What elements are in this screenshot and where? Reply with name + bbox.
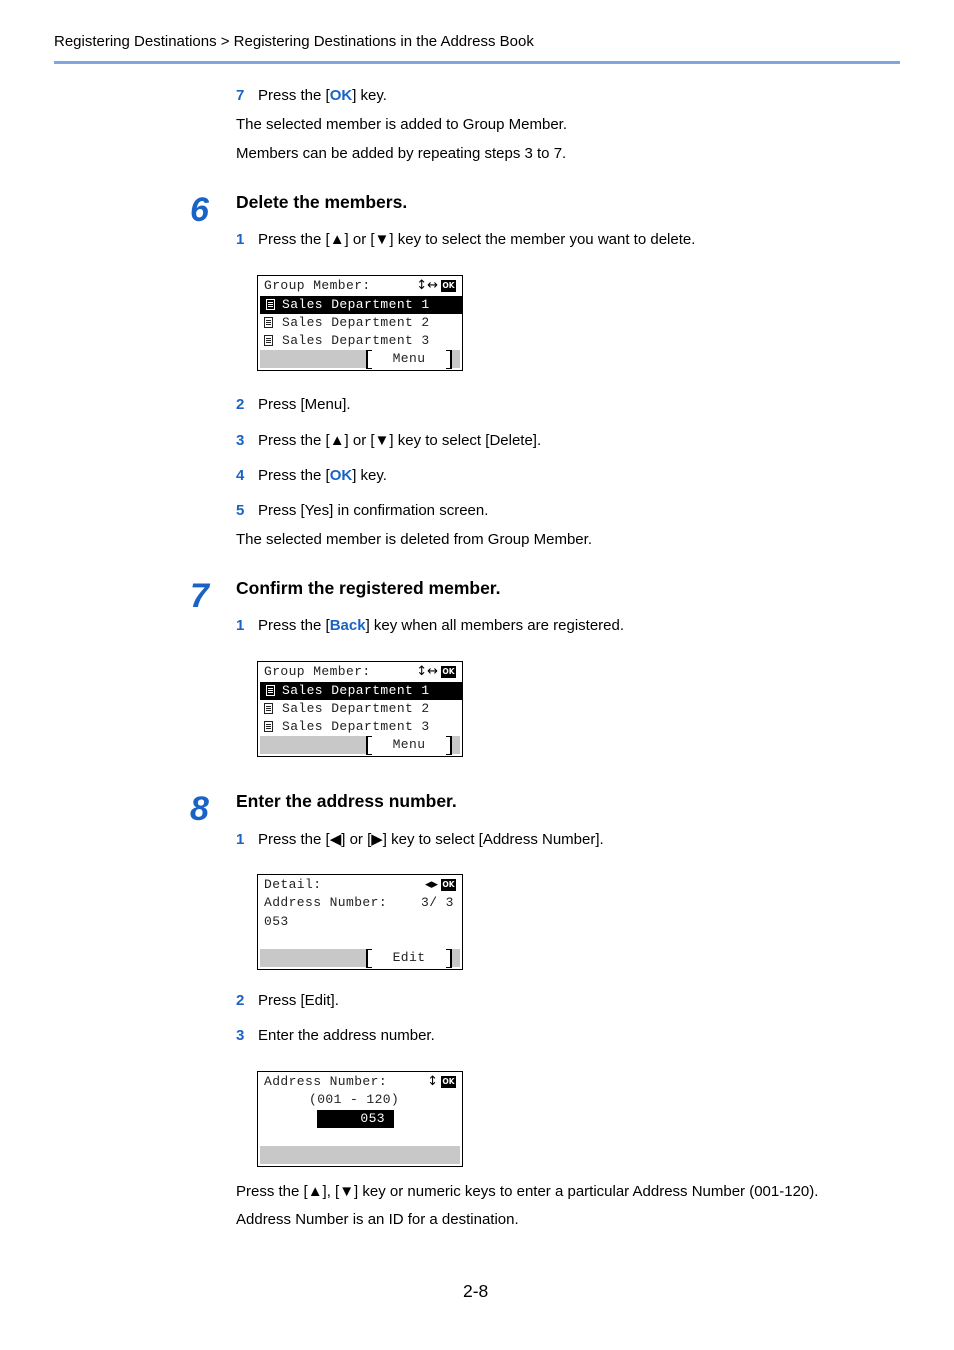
member-name: Sales Department 1: [282, 683, 430, 698]
section-6-number: 6: [190, 191, 209, 229]
menu-softkey[interactable]: Menu: [366, 736, 452, 754]
address-number-value: 053: [264, 914, 289, 929]
ok-badge-icon: OK: [442, 281, 455, 290]
step-number: 1: [236, 617, 245, 634]
intro-step-7: [236, 87, 387, 104]
section-6-step-4: [236, 467, 387, 484]
intro-line-2: Members can be added by repeating steps 3 to 7.: [236, 145, 567, 162]
section-7-heading: Confirm the registered member.: [236, 578, 501, 598]
lcd-screen-detail: [257, 874, 463, 970]
softkey-bar: [260, 1146, 460, 1164]
step-number: 2: [236, 992, 245, 1009]
step-number: 1: [236, 231, 245, 248]
step-number: 3: [236, 432, 245, 449]
member-name: Sales Department 3: [282, 333, 430, 348]
member-row[interactable]: [258, 332, 462, 350]
page-counter: 3/ 3: [421, 895, 454, 910]
member-row[interactable]: [260, 682, 462, 700]
section-6-step-5: [236, 502, 488, 519]
address-book-icon: [266, 685, 275, 696]
member-row[interactable]: [260, 296, 462, 314]
breadcrumb: Registering Destinations > Registering Destinations in the Address Book: [54, 33, 534, 50]
section-8-number: 8: [190, 790, 209, 828]
step-number: 1: [236, 831, 245, 848]
step-number: 5: [236, 502, 245, 519]
section-6-heading: Delete the members.: [236, 192, 408, 212]
section-6-step-3: [236, 432, 541, 449]
step-text-post: ] key when all members are registered.: [365, 617, 625, 634]
step-text-pre: Press the [: [258, 87, 330, 104]
note-line-2: Address Number is an ID for a destination.: [236, 1211, 519, 1228]
up-down-arrows-icon: ↕: [427, 1074, 438, 1089]
member-name: Sales Department 2: [282, 315, 430, 330]
screen-title: Group Member:: [264, 664, 371, 679]
section-6-step-1: [236, 231, 695, 248]
step-number: 2: [236, 396, 245, 413]
step-text: Enter the address number.: [258, 1027, 435, 1044]
navigation-arrows-icon: ↕↔: [416, 664, 438, 679]
step-text: Press [Edit].: [258, 992, 339, 1009]
step-text-pre: Press the [: [258, 467, 330, 484]
member-name: Sales Department 2: [282, 701, 430, 716]
intro-line-1: The selected member is added to Group Member.: [236, 116, 567, 133]
address-number-input[interactable]: 053: [317, 1110, 394, 1128]
address-number-label: Address Number:: [264, 895, 388, 910]
back-key-label: Back: [329, 617, 366, 634]
lcd-screen-group-member-2: [257, 661, 463, 757]
address-book-icon: [264, 703, 273, 714]
step-text: Press [Yes] in confirmation screen.: [258, 502, 489, 519]
ok-key-label: OK: [329, 467, 353, 484]
section-6-step-2: [236, 396, 351, 413]
ok-badge-icon: OK: [442, 667, 455, 676]
edit-softkey[interactable]: Edit: [366, 949, 452, 967]
address-range: (001 - 120): [309, 1092, 400, 1107]
screen-title: Address Number:: [264, 1074, 388, 1089]
section-8-step-3: [236, 1027, 435, 1044]
step-number: 4: [236, 467, 245, 484]
member-name: Sales Department 3: [282, 719, 430, 734]
step-text-post: ] key.: [352, 467, 387, 484]
lcd-screen-address-number: [257, 1071, 463, 1167]
screen-title: Detail:: [264, 877, 322, 892]
note-line-1: Press the [▲], [▼] key or numeric keys to enter a particular Address Number (001-120).: [236, 1183, 819, 1200]
address-book-icon: [264, 317, 273, 328]
header-divider: [54, 61, 900, 64]
step-text: Press the [▲] or [▼] key to select [Delete].: [258, 432, 542, 449]
step-text-pre: Press the [: [258, 617, 330, 634]
step-number: 3: [236, 1027, 245, 1044]
step-text-post: ] key.: [352, 87, 387, 104]
address-book-icon: [266, 299, 275, 310]
step-text: Press [Menu].: [258, 396, 351, 413]
step-number: 7: [236, 87, 245, 104]
page-number: 2-8: [463, 1281, 489, 1301]
menu-softkey[interactable]: Menu: [366, 350, 452, 368]
section-8-step-2: [236, 992, 339, 1009]
address-book-icon: [264, 721, 273, 732]
ok-key-label: OK: [329, 87, 353, 104]
member-row[interactable]: [258, 700, 462, 718]
left-right-arrows-icon: ◂▸: [424, 877, 438, 892]
section-8-step-1: [236, 830, 604, 848]
address-book-icon: [264, 335, 273, 346]
step-text: Press the [▲] or [▼] key to select the member you want to delete.: [258, 231, 696, 248]
section-7-number: 7: [190, 577, 209, 615]
ok-badge-icon: OK: [442, 1077, 455, 1086]
step-text: Press the [◀] or [▶] key to select [Address Number].: [258, 831, 604, 848]
section-7-step-1: [236, 617, 624, 634]
member-row[interactable]: [258, 718, 462, 736]
navigation-arrows-icon: ↕↔: [416, 278, 438, 293]
member-row[interactable]: [258, 314, 462, 332]
screen-title: Group Member:: [264, 278, 371, 293]
ok-badge-icon: OK: [442, 880, 455, 889]
member-name: Sales Department 1: [282, 297, 430, 312]
lcd-screen-group-member-1: [257, 275, 463, 371]
section-6-result: The selected member is deleted from Group Member.: [236, 531, 592, 548]
section-8-heading: Enter the address number.: [236, 791, 457, 811]
